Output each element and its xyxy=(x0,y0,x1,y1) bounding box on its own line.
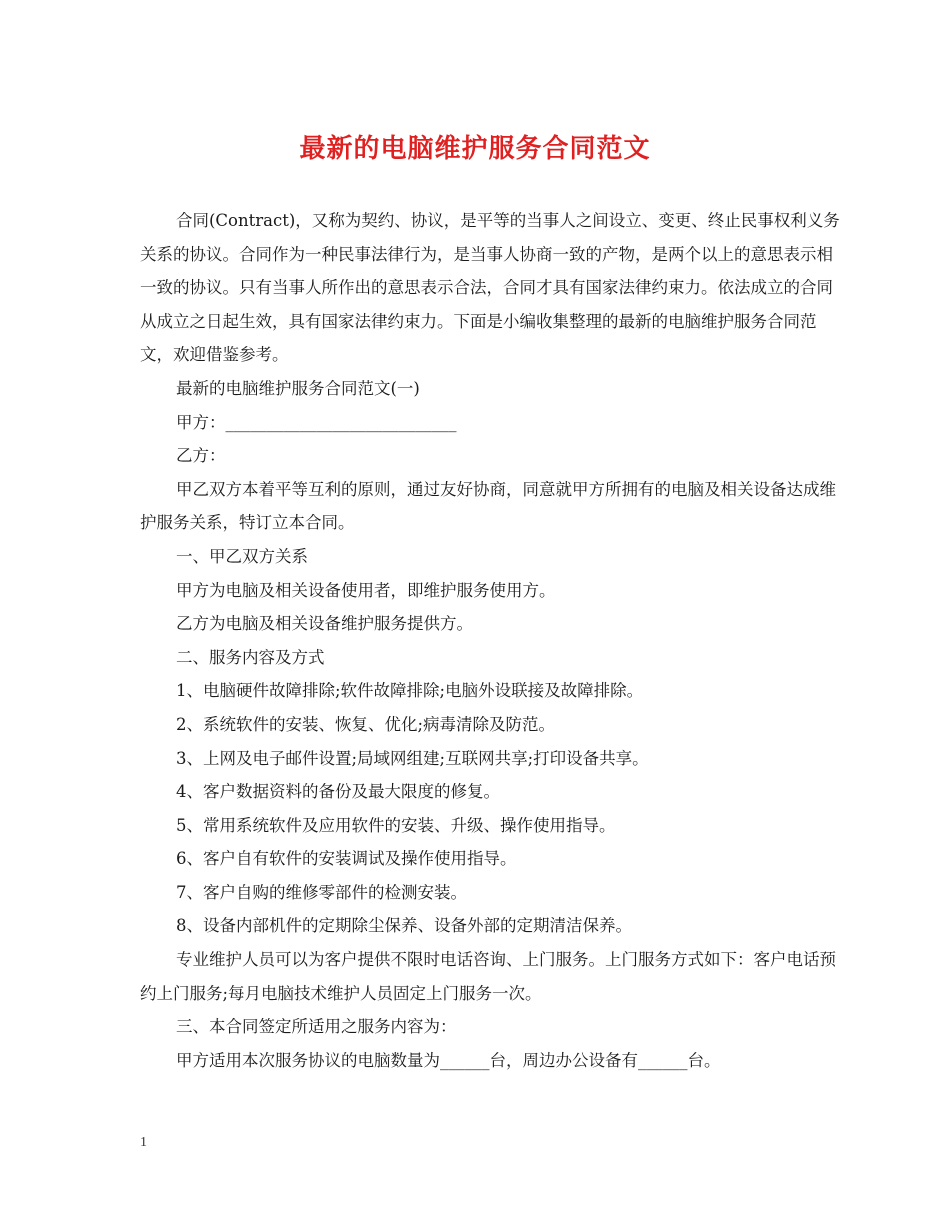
intro-paragraph: 合同(Contract)，又称为契约、协议，是平等的当事人之间设立、变更、终止民事权利义务关系的协议。合同作为一种民事法律行为，是当事人协商一致的产物，是两个以上的意思表示相一致的协议。只有当事人所作出的意思表示合法，合同才具有国家法律约束力。依法成立的合同从成立之日起生效，具有国家法律约束力。下面是小编收集整理的最新的电脑维护服务合同范文，欢迎借鉴参考。 xyxy=(140,211,840,365)
section-heading-contract-one: 最新的电脑维护服务合同范文(一) xyxy=(176,378,420,398)
onsite-service-paragraph: 专业维护人员可以为客户提供不限时电话咨询、上门服务。上门服务方式如下：客户电话预约上门服务;每月电脑技术维护人员固定上门服务一次。 xyxy=(140,950,836,1003)
document-title: 最新的电脑维护服务合同范文 xyxy=(299,134,651,164)
party-a-line: 甲方：____________________________ xyxy=(176,412,457,432)
service-item: 1、电脑硬件故障排除;软件故障排除;电脑外设联接及故障排除。 xyxy=(176,681,644,701)
agreement-paragraph: 甲乙双方本着平等互利的原则，通过友好协商，同意就甲方所拥有的电脑及相关设备达成维护服务关系，特订立本合同。 xyxy=(140,479,836,533)
section-heading-scope: 三、本合同签定所适用之服务内容为： xyxy=(176,1017,457,1037)
party-b-line: 乙方： xyxy=(176,446,226,466)
section-heading-relationship: 一、甲乙双方关系 xyxy=(176,546,308,566)
party-a-role: 甲方为电脑及相关设备使用者，即维护服务使用方。 xyxy=(176,580,556,600)
service-item: 2、系统软件的安装、恢复、优化;病毒清除及防范。 xyxy=(176,714,556,734)
service-item: 8、设备内部机件的定期除尘保养、设备外部的定期清洁保养。 xyxy=(176,916,632,936)
service-item: 6、客户自有软件的安装调试及操作使用指导。 xyxy=(176,849,517,869)
section-heading-services: 二、服务内容及方式 xyxy=(176,647,325,667)
party-b-role: 乙方为电脑及相关设备维护服务提供方。 xyxy=(176,614,473,634)
document-body xyxy=(140,204,840,1077)
page-number: 1 xyxy=(140,1135,147,1150)
device-count-line: 甲方适用本次服务协议的电脑数量为______台，周边办公设备有______台。 xyxy=(176,1050,721,1070)
service-item: 4、客户数据资料的备份及最大限度的修复。 xyxy=(176,782,500,802)
service-item: 5、常用系统软件及应用软件的安装、升级、操作使用指导。 xyxy=(176,815,616,835)
service-item: 7、客户自购的维修零部件的检测安装。 xyxy=(176,882,467,902)
service-item: 3、上网及电子邮件设置;局域网组建;互联网共享;打印设备共享。 xyxy=(176,748,649,768)
